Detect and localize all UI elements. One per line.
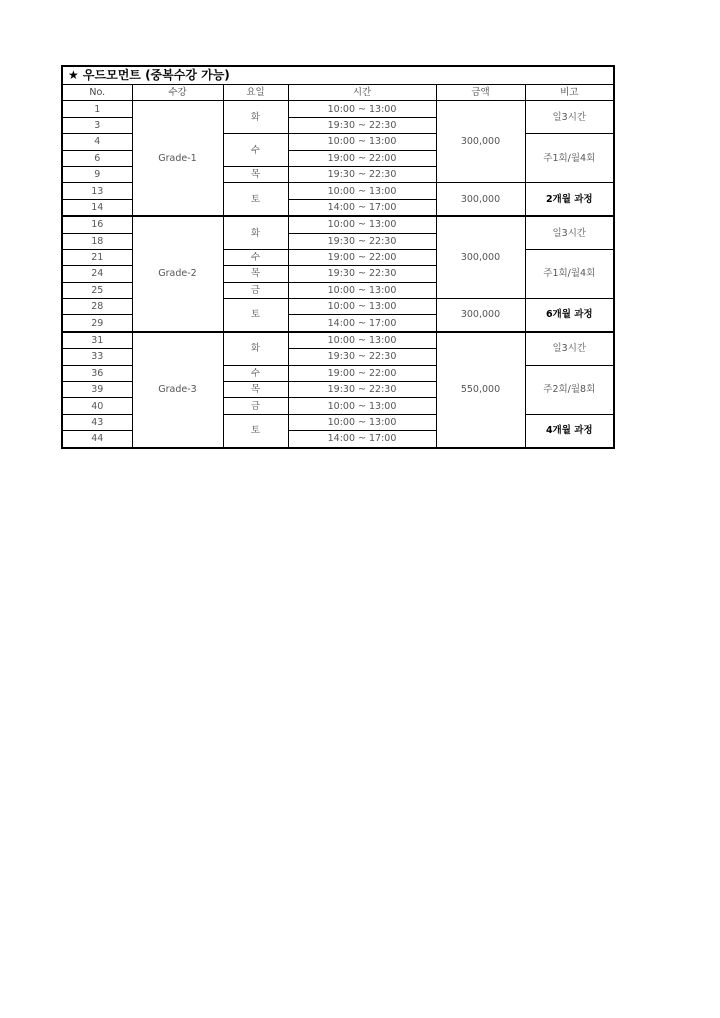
no-cell: 44 (62, 431, 132, 448)
no-cell: 16 (62, 216, 132, 233)
note-cell: 주1회/월4회 (525, 249, 614, 298)
header-note: 비고 (525, 85, 614, 101)
time-cell: 10:00 ~ 13:00 (288, 398, 436, 414)
no-cell: 28 (62, 299, 132, 315)
time-cell: 10:00 ~ 13:00 (288, 216, 436, 233)
price-cell: 300,000 (436, 101, 525, 183)
time-cell: 10:00 ~ 13:00 (288, 282, 436, 298)
no-cell: 4 (62, 134, 132, 150)
time-cell: 10:00 ~ 13:00 (288, 332, 436, 349)
note-cell: 일3시간 (525, 101, 614, 134)
no-cell: 14 (62, 199, 132, 216)
price-cell: 550,000 (436, 332, 525, 448)
day-cell: 금 (223, 282, 288, 298)
no-cell: 3 (62, 117, 132, 133)
no-cell: 29 (62, 315, 132, 332)
no-cell: 9 (62, 166, 132, 182)
schedule-table (61, 65, 615, 449)
day-cell: 토 (223, 183, 288, 216)
no-cell: 31 (62, 332, 132, 349)
time-cell: 19:00 ~ 22:00 (288, 249, 436, 265)
schedule-sheet (61, 65, 613, 449)
table-row (62, 216, 614, 233)
grade-cell: Grade-2 (132, 216, 223, 332)
day-cell: 수 (223, 365, 288, 381)
day-cell: 토 (223, 299, 288, 332)
price-cell: 300,000 (436, 299, 525, 332)
no-cell: 33 (62, 349, 132, 365)
day-cell: 수 (223, 134, 288, 167)
no-cell: 43 (62, 414, 132, 430)
table-title: ★ 우드모먼트 (중복수강 가능) (62, 66, 614, 85)
grade-cell: Grade-1 (132, 101, 223, 216)
note-cell: 주2회/월8회 (525, 365, 614, 414)
time-cell: 19:30 ~ 22:30 (288, 117, 436, 133)
time-cell: 14:00 ~ 17:00 (288, 199, 436, 216)
time-cell: 10:00 ~ 13:00 (288, 134, 436, 150)
no-cell: 1 (62, 101, 132, 117)
no-cell: 6 (62, 150, 132, 166)
header-time: 시간 (288, 85, 436, 101)
time-cell: 19:30 ~ 22:30 (288, 266, 436, 282)
no-cell: 36 (62, 365, 132, 381)
time-cell: 19:00 ~ 22:00 (288, 365, 436, 381)
note-cell: 일3시간 (525, 216, 614, 249)
price-cell: 300,000 (436, 183, 525, 216)
no-cell: 13 (62, 183, 132, 199)
time-cell: 10:00 ~ 13:00 (288, 101, 436, 117)
table-row (62, 332, 614, 349)
no-cell: 21 (62, 249, 132, 265)
day-cell: 목 (223, 382, 288, 398)
note-cell: 2개월 과정 (525, 183, 614, 216)
note-cell: 6개월 과정 (525, 299, 614, 332)
time-cell: 10:00 ~ 13:00 (288, 183, 436, 199)
grade-cell: Grade-3 (132, 332, 223, 448)
time-cell: 19:30 ~ 22:30 (288, 349, 436, 365)
header-row (62, 85, 614, 101)
note-cell: 주1회/월4회 (525, 134, 614, 183)
time-cell: 10:00 ~ 13:00 (288, 299, 436, 315)
day-cell: 수 (223, 249, 288, 265)
no-cell: 24 (62, 266, 132, 282)
table-row (62, 101, 614, 117)
time-cell: 19:30 ~ 22:30 (288, 382, 436, 398)
header-price: 금액 (436, 85, 525, 101)
note-cell: 4개월 과정 (525, 414, 614, 447)
time-cell: 10:00 ~ 13:00 (288, 414, 436, 430)
no-cell: 25 (62, 282, 132, 298)
day-cell: 화 (223, 216, 288, 249)
header-course: 수강 (132, 85, 223, 101)
time-cell: 19:00 ~ 22:00 (288, 150, 436, 166)
price-cell: 300,000 (436, 216, 525, 298)
day-cell: 목 (223, 266, 288, 282)
day-cell: 목 (223, 166, 288, 182)
day-cell: 화 (223, 101, 288, 134)
day-cell: 토 (223, 414, 288, 447)
time-cell: 19:30 ~ 22:30 (288, 166, 436, 182)
header-no: No. (62, 85, 132, 101)
day-cell: 화 (223, 332, 288, 365)
day-cell: 금 (223, 398, 288, 414)
no-cell: 40 (62, 398, 132, 414)
no-cell: 39 (62, 382, 132, 398)
time-cell: 14:00 ~ 17:00 (288, 431, 436, 448)
no-cell: 18 (62, 233, 132, 249)
note-cell: 일3시간 (525, 332, 614, 365)
header-day: 요일 (223, 85, 288, 101)
time-cell: 19:30 ~ 22:30 (288, 233, 436, 249)
time-cell: 14:00 ~ 17:00 (288, 315, 436, 332)
